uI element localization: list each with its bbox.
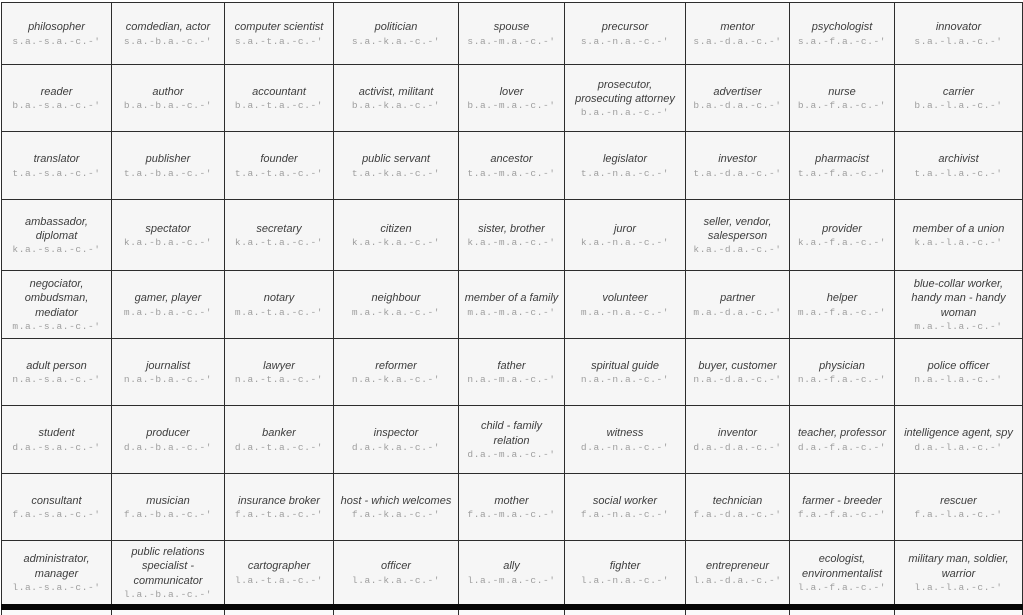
cell-code: t.a.-n.a.-c.-' bbox=[580, 167, 670, 179]
cell-code: m.a.-b.a.-c.-' bbox=[123, 306, 213, 318]
cell-label: rescuer bbox=[940, 494, 977, 507]
grid-cell bbox=[565, 541, 686, 608]
cell-label: ally bbox=[503, 560, 520, 573]
cell-code: k.a.-b.a.-c.-' bbox=[123, 237, 213, 249]
cell-code: n.a.-t.a.-c.-' bbox=[234, 374, 324, 386]
cell-label: adult person bbox=[26, 359, 87, 372]
bottom-bar-row bbox=[2, 607, 1023, 615]
cell-label: author bbox=[152, 85, 184, 98]
grid-cell bbox=[334, 3, 459, 65]
cell-label: military man, soldier, warrior bbox=[908, 553, 1009, 580]
cell-code: m.a.-d.a.-c.-' bbox=[693, 306, 782, 318]
grid-cell bbox=[112, 132, 225, 200]
cell-label: provider bbox=[822, 222, 862, 235]
cell-code: f.a.-s.a.-c.-' bbox=[12, 509, 101, 521]
cell-code: n.a.-b.a.-c.-' bbox=[123, 374, 213, 386]
grid-cell bbox=[790, 65, 895, 132]
cutoff-cell bbox=[895, 607, 1023, 615]
grid-cell bbox=[225, 339, 334, 406]
cell-label: fighter bbox=[609, 560, 641, 573]
grid-cell bbox=[112, 200, 225, 271]
grid-cell bbox=[2, 200, 112, 271]
cell-code: b.a.-d.a.-c.-' bbox=[693, 100, 782, 112]
cell-label: nurse bbox=[828, 85, 856, 98]
cell-code: k.a.-l.a.-c.-' bbox=[914, 237, 1003, 249]
grid-cell bbox=[112, 339, 225, 406]
cell-label: inventor bbox=[717, 427, 758, 440]
grid-cell bbox=[565, 200, 686, 271]
grid-cell bbox=[565, 132, 686, 200]
grid-cell bbox=[225, 3, 334, 65]
grid-cell bbox=[225, 474, 334, 541]
grid-cell bbox=[112, 65, 225, 132]
cell-code: t.a.-d.a.-c.-' bbox=[693, 167, 782, 179]
grid-cell bbox=[895, 200, 1023, 271]
cell-label: father bbox=[497, 359, 526, 372]
grid-cell bbox=[2, 406, 112, 474]
grid-cell bbox=[334, 406, 459, 474]
grid-cell bbox=[895, 3, 1023, 65]
cell-label: entrepreneur bbox=[706, 560, 769, 573]
cell-code: m.a.-f.a.-c.-' bbox=[797, 306, 887, 318]
cell-label: administrator, manager bbox=[23, 553, 90, 580]
cell-code: k.a.-d.a.-c.-' bbox=[693, 244, 782, 256]
grid-cell bbox=[895, 406, 1023, 474]
grid-cell bbox=[334, 339, 459, 406]
grid-cell bbox=[2, 474, 112, 541]
cell-code: s.a.-k.a.-c.-' bbox=[351, 35, 441, 47]
cell-code: k.a.-t.a.-c.-' bbox=[234, 237, 324, 249]
grid-cell bbox=[686, 339, 790, 406]
cutoff-cell bbox=[459, 607, 565, 615]
grid-cell bbox=[459, 200, 565, 271]
cell-code: b.a.-l.a.-c.-' bbox=[914, 100, 1003, 112]
cutoff-cell bbox=[225, 607, 334, 615]
cell-label: cartographer bbox=[247, 560, 311, 573]
cell-label: public servant bbox=[362, 153, 430, 166]
grid-cell bbox=[225, 200, 334, 271]
table-row bbox=[2, 474, 1023, 541]
cell-code: d.a.-b.a.-c.-' bbox=[123, 441, 213, 453]
cell-code: l.a.-n.a.-c.-' bbox=[580, 574, 670, 586]
grid-cell bbox=[686, 132, 790, 200]
cell-label: gamer, player bbox=[134, 292, 202, 305]
grid-cell bbox=[334, 271, 459, 339]
grid-cell bbox=[565, 474, 686, 541]
table-row bbox=[2, 541, 1023, 608]
cell-label: publisher bbox=[145, 153, 191, 166]
grid-cell bbox=[2, 3, 112, 65]
cell-code: d.a.-s.a.-c.-' bbox=[12, 441, 101, 453]
cell-label: secretary bbox=[256, 222, 302, 235]
cell-code: s.a.-s.a.-c.-' bbox=[12, 35, 101, 47]
cell-label: farmer - breeder bbox=[802, 494, 882, 507]
grid-cell bbox=[565, 406, 686, 474]
grid-cell bbox=[790, 3, 895, 65]
cell-code: t.a.-t.a.-c.-' bbox=[234, 167, 324, 179]
cell-label: philosopher bbox=[28, 21, 85, 34]
grid-cell bbox=[225, 132, 334, 200]
grid-cell bbox=[112, 541, 225, 608]
cell-code: f.a.-t.a.-c.-' bbox=[234, 509, 324, 521]
cell-code: t.a.-b.a.-c.-' bbox=[123, 167, 213, 179]
grid-cell bbox=[112, 3, 225, 65]
cell-code: d.a.-m.a.-c.-' bbox=[467, 448, 556, 460]
table-row bbox=[2, 3, 1023, 65]
grid-cell bbox=[895, 132, 1023, 200]
cell-label: precursor bbox=[601, 21, 649, 34]
cell-code: b.a.-k.a.-c.-' bbox=[351, 100, 441, 112]
cell-label: lover bbox=[499, 85, 524, 98]
cutoff-cell bbox=[2, 607, 112, 615]
cell-code: t.a.-f.a.-c.-' bbox=[797, 167, 887, 179]
grid-cell bbox=[334, 200, 459, 271]
cell-code: t.a.-s.a.-c.-' bbox=[12, 167, 101, 179]
cell-label: ambassador, diplomat bbox=[25, 215, 88, 242]
cell-code: n.a.-m.a.-c.-' bbox=[467, 374, 556, 386]
cell-code: m.a.-m.a.-c.-' bbox=[467, 306, 556, 318]
cell-label: insurance broker bbox=[238, 494, 320, 507]
cell-label: buyer, customer bbox=[698, 359, 777, 372]
cell-code: l.a.-s.a.-c.-' bbox=[12, 581, 101, 593]
grid-cell bbox=[2, 65, 112, 132]
cell-code: s.a.-f.a.-c.-' bbox=[797, 35, 887, 47]
cell-label: producer bbox=[146, 427, 190, 440]
cell-code: t.a.-k.a.-c.-' bbox=[351, 167, 441, 179]
cell-code: d.a.-t.a.-c.-' bbox=[234, 441, 324, 453]
grid-cell bbox=[225, 541, 334, 608]
cell-label: member of a family bbox=[464, 292, 559, 305]
cell-code: f.a.-d.a.-c.-' bbox=[693, 509, 782, 521]
cell-code: n.a.-s.a.-c.-' bbox=[12, 374, 101, 386]
codes-table bbox=[1, 2, 1023, 615]
grid-cell bbox=[790, 200, 895, 271]
cell-label: banker bbox=[262, 427, 296, 440]
cell-code: n.a.-k.a.-c.-' bbox=[351, 374, 441, 386]
cell-code: m.a.-k.a.-c.-' bbox=[351, 306, 441, 318]
cell-code: d.a.-d.a.-c.-' bbox=[693, 441, 782, 453]
table-row bbox=[2, 200, 1023, 271]
cell-label: negociator, ombudsman, mediator bbox=[24, 278, 89, 319]
grid-cell bbox=[459, 541, 565, 608]
cell-label: lawyer bbox=[263, 359, 295, 372]
cell-label: musician bbox=[146, 494, 190, 507]
cell-label: politician bbox=[374, 21, 418, 34]
grid-cell bbox=[790, 132, 895, 200]
cell-label: psychologist bbox=[811, 21, 873, 34]
cell-code: k.a.-s.a.-c.-' bbox=[12, 244, 101, 256]
grid-cell bbox=[686, 271, 790, 339]
grid-cell bbox=[895, 474, 1023, 541]
table-row bbox=[2, 271, 1023, 339]
cell-label: spouse bbox=[493, 21, 530, 34]
grid-cell bbox=[686, 541, 790, 608]
grid-cell bbox=[225, 406, 334, 474]
cell-code: n.a.-d.a.-c.-' bbox=[693, 374, 782, 386]
cell-label: seller, vendor, salesperson bbox=[703, 215, 772, 242]
grid-cell bbox=[565, 3, 686, 65]
cell-label: teacher, professor bbox=[797, 427, 887, 440]
grid-cell bbox=[112, 406, 225, 474]
table-row bbox=[2, 132, 1023, 200]
cell-label: juror bbox=[613, 222, 636, 235]
cell-label: accountant bbox=[252, 85, 306, 98]
cell-label: advertiser bbox=[713, 85, 762, 98]
cell-label: police officer bbox=[927, 359, 990, 372]
grid-cell bbox=[565, 65, 686, 132]
cell-code: n.a.-n.a.-c.-' bbox=[580, 374, 670, 386]
cutoff-cell bbox=[686, 607, 790, 615]
table-row bbox=[2, 65, 1023, 132]
grid-cell bbox=[686, 406, 790, 474]
cell-label: student bbox=[38, 427, 75, 440]
cell-code: m.a.-s.a.-c.-' bbox=[12, 320, 101, 332]
cell-label: ecologist, environmentalist bbox=[801, 553, 883, 580]
grid-cell bbox=[459, 474, 565, 541]
cell-code: f.a.-n.a.-c.-' bbox=[580, 509, 670, 521]
cell-label: consultant bbox=[31, 494, 82, 507]
grid-cell bbox=[334, 541, 459, 608]
cell-label: ancestor bbox=[490, 153, 533, 166]
grid-cell bbox=[790, 339, 895, 406]
cell-code: l.a.-l.a.-c.-' bbox=[914, 581, 1003, 593]
cell-label: helper bbox=[826, 292, 858, 305]
cell-label: founder bbox=[260, 153, 298, 166]
cell-code: s.a.-n.a.-c.-' bbox=[580, 35, 670, 47]
table-row bbox=[2, 406, 1023, 474]
cell-label: volunteer bbox=[602, 292, 648, 305]
cell-code: t.a.-l.a.-c.-' bbox=[914, 167, 1003, 179]
cell-label: host - which welcomes bbox=[340, 494, 452, 507]
grid-cell bbox=[895, 339, 1023, 406]
table-row bbox=[2, 339, 1023, 406]
cell-code: l.a.-m.a.-c.-' bbox=[467, 574, 556, 586]
cell-label: computer scientist bbox=[234, 21, 324, 34]
cell-label: carrier bbox=[942, 85, 975, 98]
cell-label: witness bbox=[606, 427, 644, 440]
cell-label: activist, militant bbox=[358, 85, 434, 98]
cell-code: f.a.-k.a.-c.-' bbox=[351, 509, 441, 521]
cell-label: physician bbox=[819, 359, 865, 372]
grid-cell bbox=[334, 132, 459, 200]
cell-code: n.a.-l.a.-c.-' bbox=[914, 374, 1003, 386]
cell-code: l.a.-d.a.-c.-' bbox=[693, 574, 782, 586]
cell-code: l.a.-t.a.-c.-' bbox=[234, 574, 324, 586]
cell-code: d.a.-f.a.-c.-' bbox=[797, 441, 887, 453]
grid-cell bbox=[459, 339, 565, 406]
grid-cell bbox=[895, 541, 1023, 608]
cell-label: blue-collar worker, handy man - handy woman bbox=[911, 278, 1006, 319]
cutoff-cell bbox=[565, 607, 686, 615]
cell-code: d.a.-k.a.-c.-' bbox=[351, 441, 441, 453]
cell-label: prosecutor, prosecuting attorney bbox=[575, 78, 675, 105]
grid-cell bbox=[790, 474, 895, 541]
cell-code: b.a.-b.a.-c.-' bbox=[123, 100, 213, 112]
cell-code: b.a.-n.a.-c.-' bbox=[580, 107, 670, 119]
cell-code: k.a.-f.a.-c.-' bbox=[797, 237, 887, 249]
cell-label: partner bbox=[720, 292, 755, 305]
cell-label: officer bbox=[381, 560, 411, 573]
cell-label: pharmacist bbox=[815, 153, 869, 166]
cell-code: l.a.-b.a.-c.-' bbox=[123, 588, 213, 600]
grid-cell bbox=[459, 132, 565, 200]
cell-label: translator bbox=[33, 153, 80, 166]
cutoff-cell bbox=[790, 607, 895, 615]
cell-code: d.a.-l.a.-c.-' bbox=[914, 441, 1003, 453]
grid-cell bbox=[225, 271, 334, 339]
grid-cell bbox=[459, 271, 565, 339]
cell-label: technician bbox=[712, 494, 763, 507]
grid-cell bbox=[2, 339, 112, 406]
grid-cell bbox=[686, 200, 790, 271]
grid-cell bbox=[565, 339, 686, 406]
grid-cell bbox=[686, 474, 790, 541]
cell-label: public relations specialist - communicator bbox=[131, 546, 205, 587]
cell-code: s.a.-l.a.-c.-' bbox=[914, 35, 1003, 47]
cell-code: m.a.-t.a.-c.-' bbox=[234, 306, 324, 318]
cell-code: s.a.-m.a.-c.-' bbox=[467, 35, 556, 47]
cell-code: l.a.-k.a.-c.-' bbox=[351, 574, 441, 586]
cell-code: n.a.-f.a.-c.-' bbox=[797, 374, 887, 386]
cell-code: l.a.-f.a.-c.-' bbox=[797, 581, 887, 593]
cell-code: k.a.-k.a.-c.-' bbox=[351, 237, 441, 249]
grid-cell bbox=[565, 271, 686, 339]
grid-cell bbox=[895, 65, 1023, 132]
cell-code: k.a.-n.a.-c.-' bbox=[580, 237, 670, 249]
cell-label: inspector bbox=[373, 427, 419, 440]
cell-label: innovator bbox=[935, 21, 982, 34]
cell-label: investor bbox=[718, 153, 757, 166]
cell-code: s.a.-b.a.-c.-' bbox=[123, 35, 213, 47]
grid-cell bbox=[2, 541, 112, 608]
cell-label: legislator bbox=[602, 153, 648, 166]
cell-code: m.a.-n.a.-c.-' bbox=[580, 306, 670, 318]
cell-code: m.a.-l.a.-c.-' bbox=[914, 320, 1003, 332]
grid-cell bbox=[334, 65, 459, 132]
cell-code: b.a.-m.a.-c.-' bbox=[467, 100, 556, 112]
cell-label: child - family relation bbox=[480, 420, 543, 447]
cell-label: sister, brother bbox=[478, 222, 545, 235]
grid-cell bbox=[459, 3, 565, 65]
grid-cell bbox=[790, 271, 895, 339]
cell-label: archivist bbox=[938, 153, 979, 166]
cell-code: d.a.-n.a.-c.-' bbox=[580, 441, 670, 453]
cutoff-cell bbox=[112, 607, 225, 615]
cell-code: f.a.-m.a.-c.-' bbox=[467, 509, 556, 521]
cell-label: member of a union bbox=[912, 222, 1005, 235]
grid-cell bbox=[790, 541, 895, 608]
grid-cell bbox=[459, 65, 565, 132]
cell-label: neighbour bbox=[371, 292, 421, 305]
cell-code: b.a.-s.a.-c.-' bbox=[12, 100, 101, 112]
cell-code: f.a.-b.a.-c.-' bbox=[123, 509, 213, 521]
grid-cell bbox=[686, 3, 790, 65]
grid-cell bbox=[112, 474, 225, 541]
cell-label: social worker bbox=[592, 494, 658, 507]
cell-label: comdedian, actor bbox=[125, 21, 211, 34]
codes-table-body bbox=[2, 3, 1023, 608]
cell-label: reader bbox=[40, 85, 73, 98]
cell-code: f.a.-f.a.-c.-' bbox=[797, 509, 887, 521]
cell-label: spectator bbox=[145, 222, 191, 235]
grid-cell bbox=[2, 271, 112, 339]
grid-cell bbox=[2, 132, 112, 200]
cell-code: f.a.-l.a.-c.-' bbox=[914, 509, 1003, 521]
cell-label: journalist bbox=[145, 359, 191, 372]
cell-label: spiritual guide bbox=[591, 359, 659, 372]
cell-code: s.a.-d.a.-c.-' bbox=[693, 35, 782, 47]
cell-label: intelligence agent, spy bbox=[904, 427, 1013, 440]
cell-label: mentor bbox=[720, 21, 755, 34]
cell-code: b.a.-f.a.-c.-' bbox=[797, 100, 887, 112]
grid-cell bbox=[459, 406, 565, 474]
grid-cell bbox=[895, 271, 1023, 339]
cell-code: k.a.-m.a.-c.-' bbox=[467, 237, 556, 249]
cell-code: s.a.-t.a.-c.-' bbox=[234, 35, 324, 47]
grid-cell bbox=[225, 65, 334, 132]
grid-cell bbox=[790, 406, 895, 474]
cell-label: reformer bbox=[375, 359, 417, 372]
cell-code: b.a.-t.a.-c.-' bbox=[234, 100, 324, 112]
grid-cell bbox=[112, 271, 225, 339]
cell-label: citizen bbox=[380, 222, 412, 235]
cell-label: notary bbox=[263, 292, 295, 305]
cutoff-cell bbox=[334, 607, 459, 615]
cell-label: mother bbox=[494, 494, 529, 507]
grid-cell bbox=[334, 474, 459, 541]
grid-cell bbox=[686, 65, 790, 132]
cell-code: t.a.-m.a.-c.-' bbox=[467, 167, 556, 179]
